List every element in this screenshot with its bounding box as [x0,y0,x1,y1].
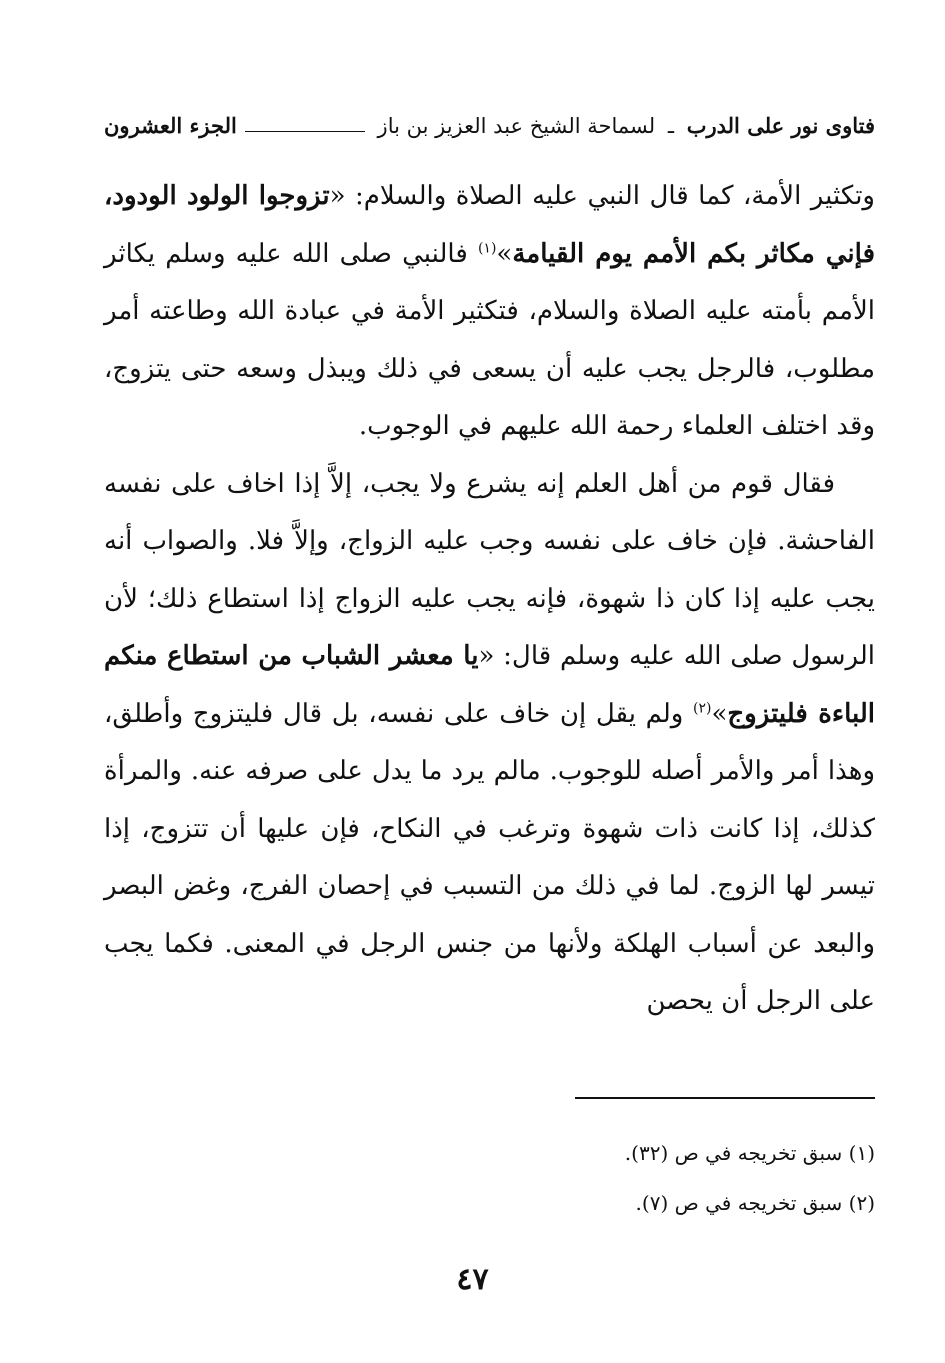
footnote-2: (٢) سبق تخريجه في ص (٧). [635,1191,875,1215]
footnote-marker: (١) [477,239,497,256]
hadith-quote: يا معشر الشباب من استطاع منكم الباءة فليتزوج [104,641,875,729]
text-run: » [711,698,728,729]
footnotes [104,1128,875,1228]
author-name: لسماحة الشيخ عبد العزيز بن باز [377,113,656,138]
header-volume-group [104,113,373,138]
book-title: فتاوى نور على الدرب [686,112,875,138]
main-text [104,168,875,1031]
volume-label: الجزء العشرون [104,112,237,138]
header-title-group [378,113,875,138]
header-rule [245,131,365,132]
running-header [104,104,875,146]
text-run: فالنبي صلى الله عليه وسلم يكاثر الأمم بأمته عليه الصلاة والسلام، فتكثير الأمة في عبادة الله وطاعته أمر مطلوب، فالرجل يجب عليه أن يسعى في ذلك ويبذل وسعه حتى يتزوج، وقد اختلف العلماء رحمة الله عليهم في الوجوب. [104,238,875,441]
footnote-divider [575,1097,875,1099]
hadith-quote: تزوجوا الولود الودود، فإني مكاثر بكم الأمم يوم القيامة [104,181,876,269]
footnote-1: (١) سبق تخريجه في ص (٣٢). [624,1141,875,1165]
text-run: ولم يقل إن خاف على نفسه، بل قال فليتزوج وأطلق، وهذا أمر والأمر أصله للوجوب. مالم يرد ما يدل على صرفه عنه. والمرأة كذلك، إذا كانت ذات شهوة وترغب في النكاح، فإن عليها أن تتزوج، إذا تيسر لها الزوج. لما في ذلك من التسبب في إحصان الفرج، وغض البصر والبعد عن أسباب الهلكة ولأنها من جنس الرجل في المعنى. فكما يجب على الرجل أن يحصن [104,698,875,1016]
text-run: فقال قوم من أهل العلم إنه يشرع ولا يجب، إلاَّ إذا اخاف على نفسه الفاحشة. فإن خاف على نفسه وجب عليه الزواج، وإلاَّ فلا. والصواب أنه يجب عليه إذا كان ذا شهوة، فإنه يجب عليه الزواج إذا استطاع ذلك؛ لأن الرسول صلى الله عليه وسلم قال: « [104,468,875,671]
footnote-marker: (٢) [693,699,712,716]
text-run: » [496,238,513,269]
paragraph-1 [104,168,875,456]
header-separator: ـ [667,113,675,138]
page-number: ٤٧ [456,1262,489,1297]
text-run: وتكثير الأمة، كما قال النبي عليه الصلاة والسلام: « [329,181,875,211]
paragraph-2 [104,456,875,1031]
